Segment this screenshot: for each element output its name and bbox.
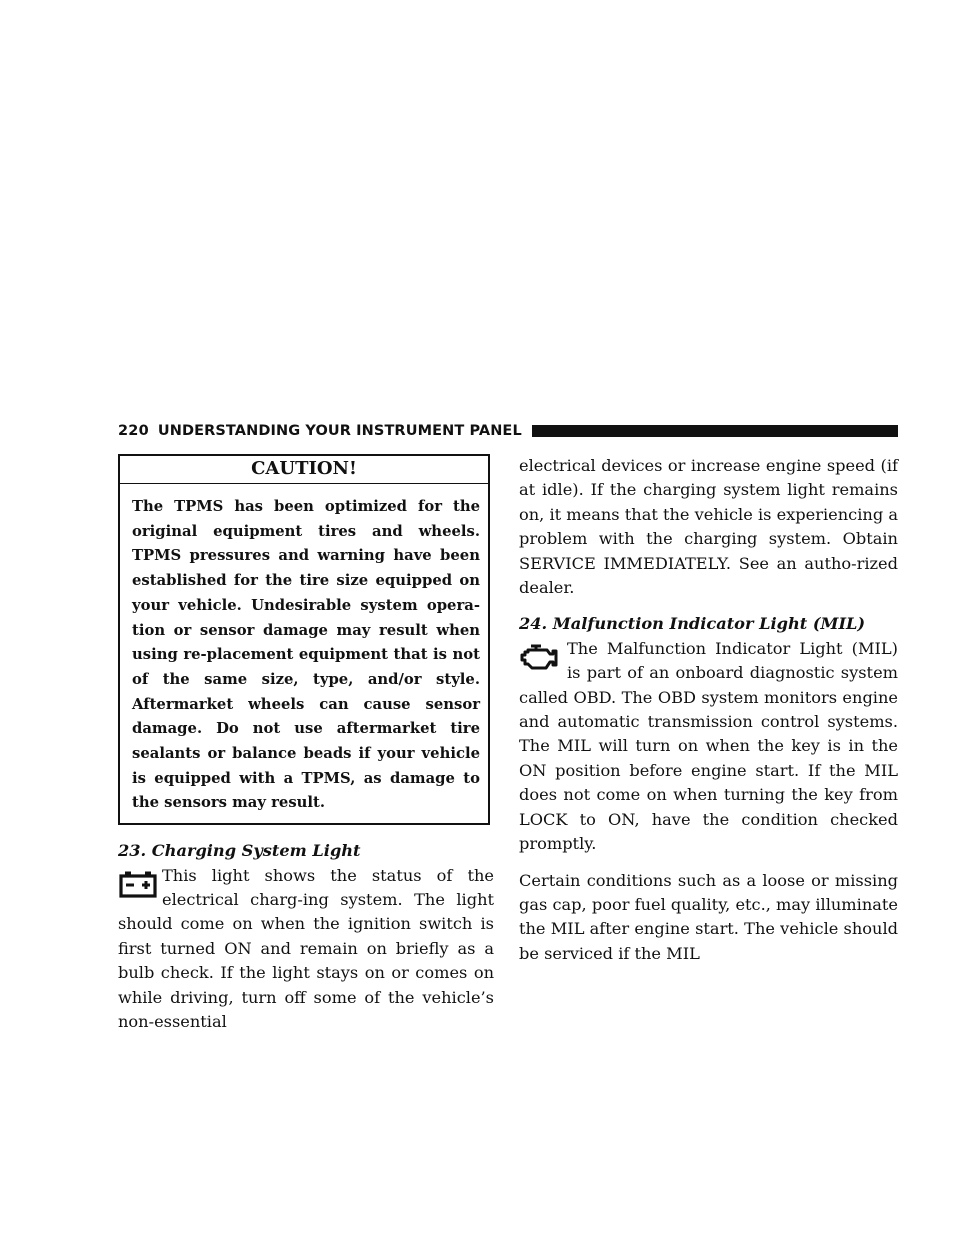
mil-paragraph-2: Certain conditions such as a loose or missing gas cap, poor fuel quality, etc., may illuminate the MIL after engine start. The vehicle should be serviced if the MIL [519, 870, 898, 963]
caution-title: CAUTION! [120, 456, 488, 484]
mil-text [519, 637, 898, 857]
mil-body: The Malfunction Indicator Light (MIL) is part of an onboard diagnostic system called OBD. The OBD system monitors engine and automatic transmission control systems. The MIL will turn on when the key is in the ON position before engine start. If the MIL does not come on when turning the key from LOCK to ON, have the condition checked promptly. [519, 638, 898, 854]
caution-box [118, 454, 490, 825]
left-column [118, 454, 494, 1034]
section-title: UNDERSTANDING YOUR INSTRUMENT PANEL [157, 423, 522, 439]
mil-heading: 24. Malfunction Indicator Light (MIL) [519, 614, 866, 634]
page-header [118, 418, 898, 444]
right-column [519, 454, 898, 966]
caution-text: The TPMS has been optimized for the original equipment tires and wheels. TPMS pressures and warning have been established for the tire size equipped on your vehicle. Undesirable system opera-tion or sensor damage may result when using re-placement equipment that is not of the same size, type, and/or style. Aftermarket wheels can cause sensor damage. Do not use aftermarket tire sealants or balance beads if your vehicle is equipped with a TPMS, as damage to the sensors may result. [132, 498, 480, 812]
charging-system-body: This light shows the status of the electrical charg-ing system. The light should come on when the ignition switch is first turned ON and remain on briefly as a bulb check. If the light stays on or comes on while driving, turn off some of the vehicle’s non-essential [118, 865, 494, 1031]
charging-system-text [118, 864, 494, 1035]
charging-system-continued: electrical devices or increase engine speed (if at idle). If the charging system light remains on, it means that the vehicle is experiencing a problem with the charging system. Obtain SERVICE IMMEDIATELY. See an autho-rized dealer. [519, 456, 898, 598]
page-number: 220 [118, 423, 149, 439]
engine-icon [519, 642, 561, 672]
battery-icon [118, 870, 158, 900]
charging-system-heading: 23. Charging System Light [118, 841, 361, 861]
header-rule [532, 425, 898, 437]
